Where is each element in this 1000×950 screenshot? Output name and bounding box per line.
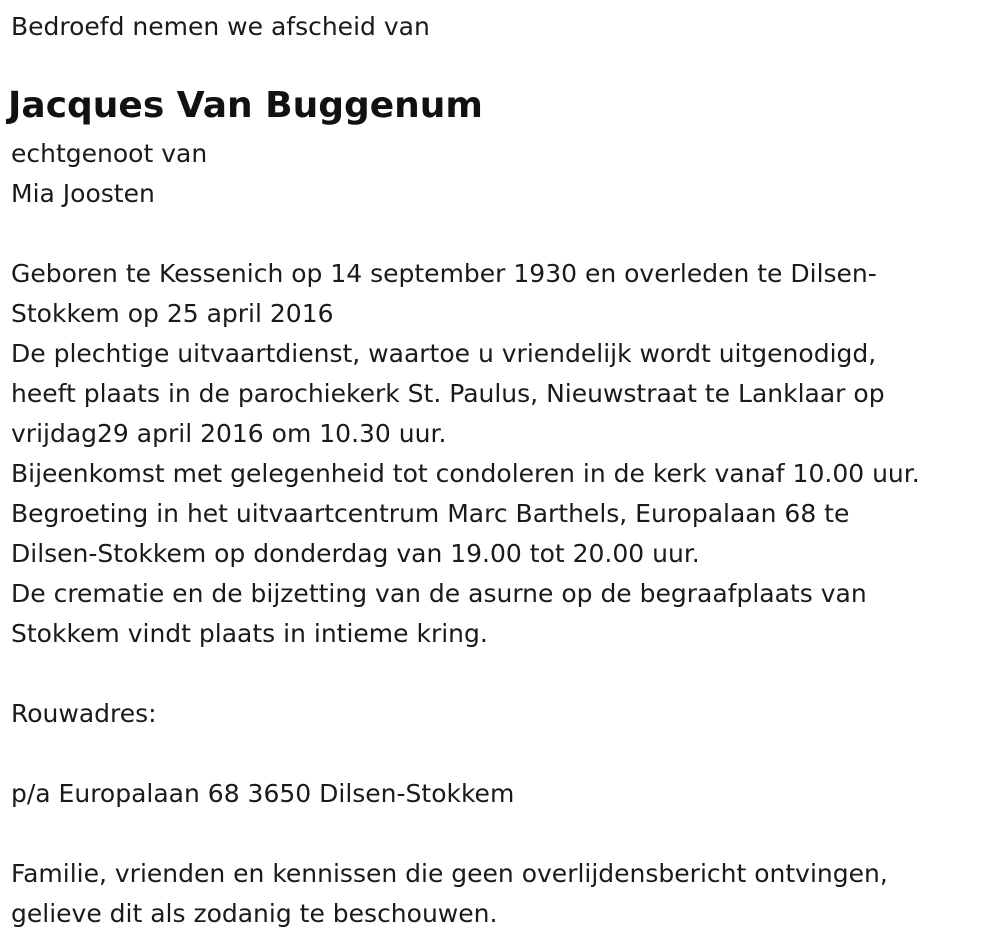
intro-text: Bedroefd nemen we afscheid van	[11, 12, 430, 41]
body-line: Dilsen-Stokkem op donderdag van 19.00 tot 20.00 uur.	[11, 539, 700, 568]
body-line: Begroeting in het uitvaartcentrum Marc Barthels, Europalaan 68 te	[11, 499, 850, 528]
body-line: Bijeenkomst met gelegenheid tot condoleren in de kerk vanaf 10.00 uur.	[11, 459, 920, 488]
body-line: Stokkem op 25 april 2016	[11, 299, 334, 328]
body-line: Geboren te Kessenich op 14 september 1930 en overleden te Dilsen-	[11, 259, 877, 288]
body-line: vrijdag29 april 2016 om 10.30 uur.	[11, 419, 447, 448]
body-line: heeft plaats in de parochiekerk St. Paulus, Nieuwstraat te Lanklaar op	[11, 379, 885, 408]
closing-text	[11, 854, 888, 934]
body-line: De plechtige uitvaartdienst, waartoe u vriendelijk wordt uitgenodigd,	[11, 339, 877, 368]
relation-line: echtgenoot van	[11, 139, 208, 168]
relation-block	[11, 134, 207, 214]
closing-line: gelieve dit als zodanig te beschouwen.	[11, 899, 498, 928]
deceased-name: Jacques Van Buggenum	[8, 85, 483, 126]
body-line: De crematie en de bijzetting van de asurne op de begraafplaats van	[11, 579, 867, 608]
mourning-address-block	[11, 774, 514, 814]
mourning-address-label: Rouwadres:	[11, 699, 157, 728]
spouse-name: Mia Joosten	[11, 179, 155, 208]
body-line: Stokkem vindt plaats in intieme kring.	[11, 619, 488, 648]
body-text	[11, 254, 920, 654]
closing-line: Familie, vrienden en kennissen die geen overlijdensbericht ontvingen,	[11, 859, 888, 888]
mourning-address-section	[11, 694, 157, 734]
mourning-address: p/a Europalaan 68 3650 Dilsen-Stokkem	[11, 779, 515, 808]
